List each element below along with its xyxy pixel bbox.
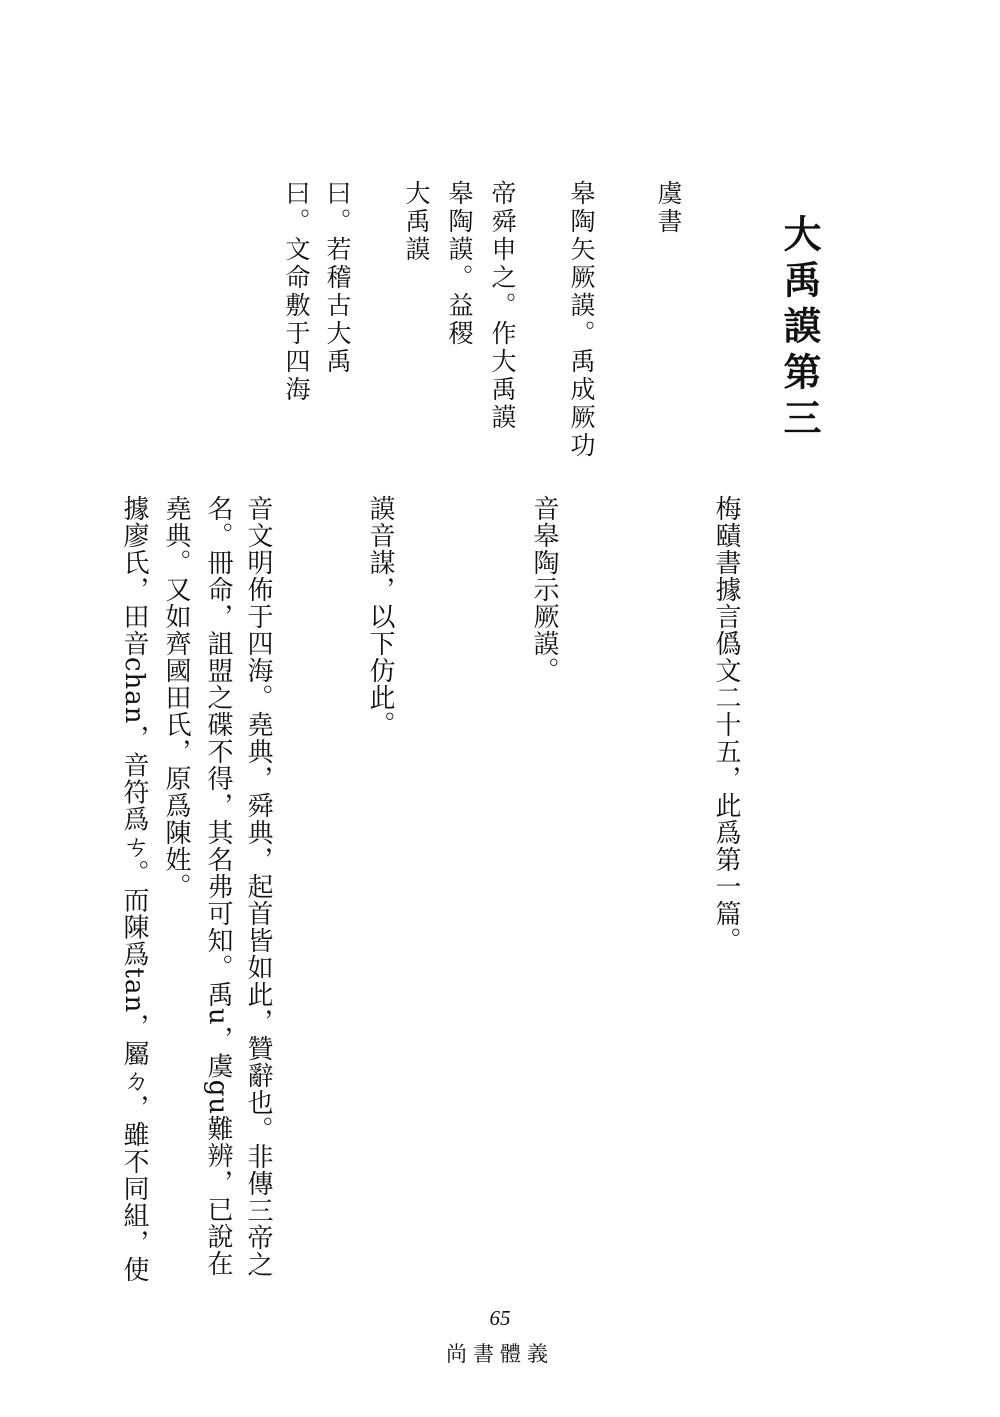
commentary-column-2: 音皋陶示厥謨。 <box>529 495 559 684</box>
commentary-column-6: 堯典。又如齊國田氏，原爲陳姓。 <box>161 495 191 900</box>
commentary-column-1: 梅賾書據言僞文二十五，此爲第一篇。 <box>711 495 741 954</box>
commentary-column-4: 音文明佈于四海。堯典，舜典，起首皆如此，贊辭也。非傳三帝之 <box>243 495 273 1278</box>
commentary-column-3: 謨音謀，以下仿此。 <box>365 495 395 738</box>
classic-text-column-7: 曰。文命敷于四海 <box>282 180 311 404</box>
commentary-column-7: 據廖氏，田音chan，音符爲ㄘ。而陳爲tan，屬ㄉ，雖不同組，使 <box>119 495 149 1284</box>
classic-text-column-6: 曰。若稽古大禹 <box>323 180 352 376</box>
classic-text-column-3: 帝舜申之。作大禹謨 <box>488 180 517 432</box>
book-title: 尚書體義 <box>446 1342 554 1366</box>
classic-text-column-1: 虞書 <box>654 180 683 236</box>
commentary-column-5: 名。冊命，詛盟之碟不得，其名弗可知。禹u，虞gu難辨，已說在 <box>203 495 233 1278</box>
classic-text-column-5: 大禹謨 <box>402 180 431 264</box>
page-number: 65 <box>489 1306 511 1330</box>
classic-text-column-2: 皋陶矢厥謨。禹成厥功 <box>567 180 596 460</box>
classic-text-column-4: 皋陶謨。益稷 <box>445 180 474 348</box>
chapter-title: 大禹謨第三 <box>777 214 822 444</box>
